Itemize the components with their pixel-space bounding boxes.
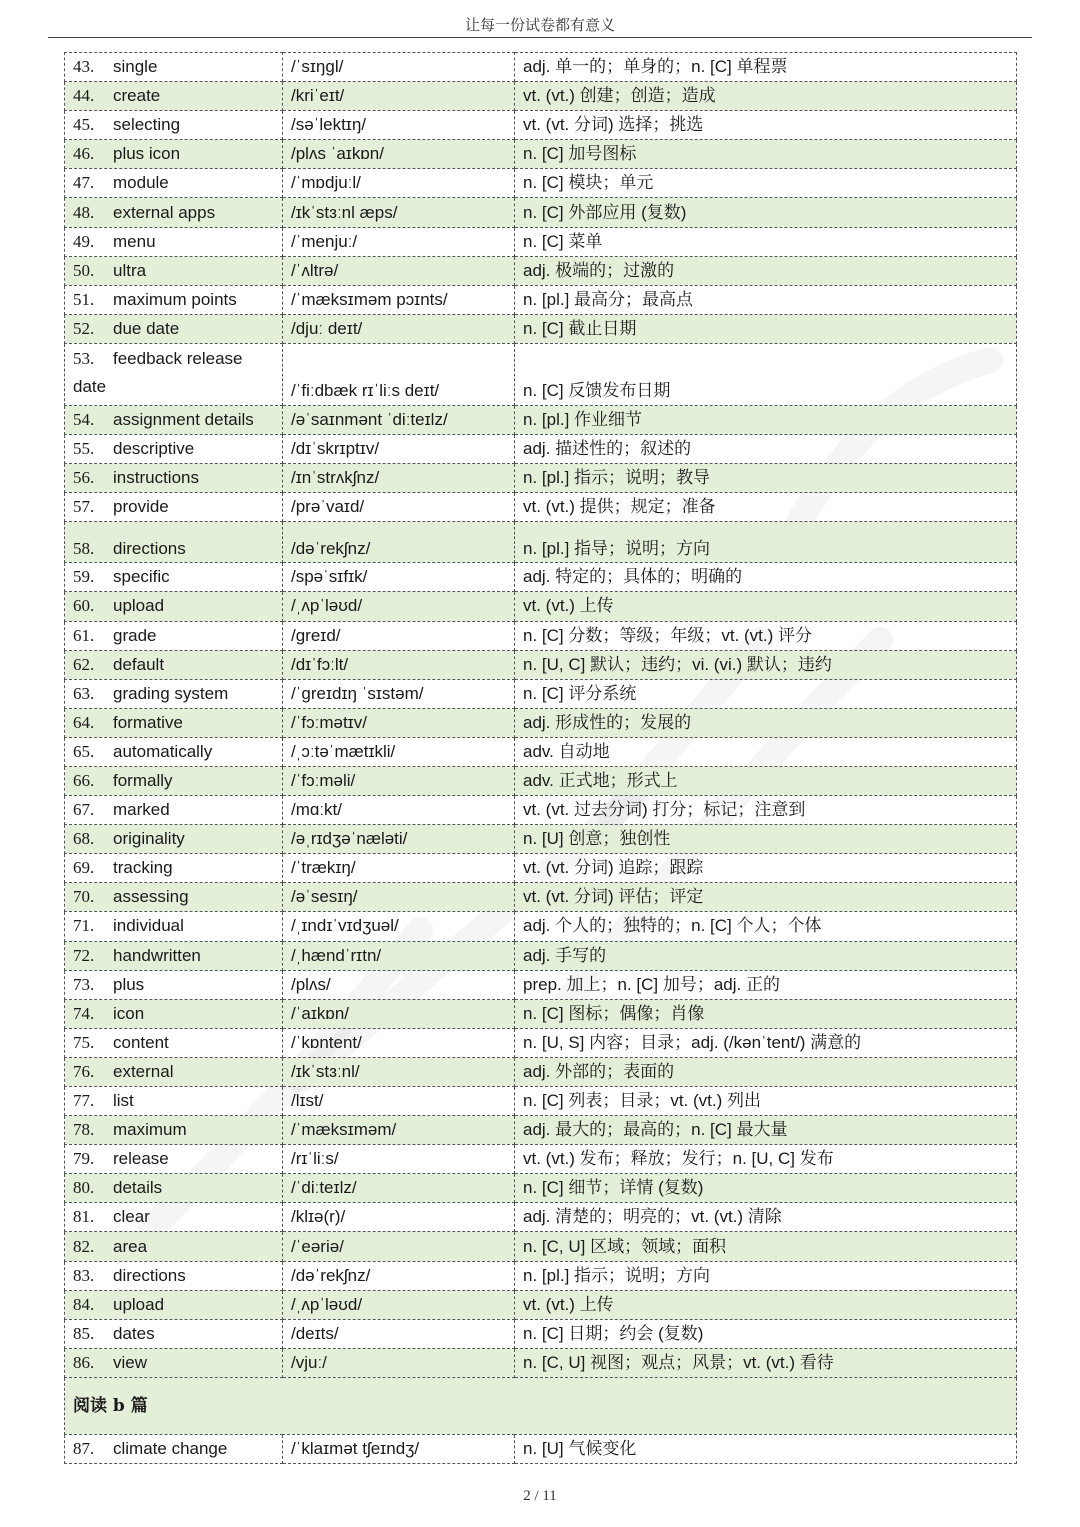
definition-cell: n. [C] 菜单: [515, 227, 1017, 256]
word-cell: [65, 405, 283, 434]
definition-cell: vt. (vt.) 提供；规定；准备: [515, 493, 1017, 522]
entry-number: 53.: [73, 348, 95, 368]
word-cell: [65, 493, 283, 522]
entry-word: icon: [113, 1003, 145, 1023]
entry-number: 51.: [73, 289, 95, 309]
definition-cell: vt. (vt.) 上传: [515, 1290, 1017, 1319]
entry-word: plus icon: [113, 144, 181, 164]
definition-cell: n. [C] 反馈发布日期: [515, 343, 1017, 405]
entry-word: upload: [113, 596, 165, 616]
phonetic-cell: /ˈtrækɪŋ/: [283, 854, 515, 883]
phonetic-cell: /ˈeəriə/: [283, 1232, 515, 1261]
table-row: [65, 1261, 1017, 1290]
phonetic-cell: /spəˈsɪfɪk/: [283, 563, 515, 592]
definition-cell: n. [C] 外部应用 (复数): [515, 198, 1017, 227]
phonetic-cell: /əˈsaɪnmənt ˈdiːteɪlz/: [283, 405, 515, 434]
phonetic-cell: /dəˈrekʃnz/: [283, 522, 515, 563]
word-cell: [65, 737, 283, 766]
word-cell: [65, 1290, 283, 1319]
phonetic-cell: /ˌʌpˈləʊd/: [283, 1290, 515, 1319]
table-row: [65, 82, 1017, 111]
entry-number: 74.: [73, 1003, 95, 1023]
entry-word: maximum: [113, 1120, 187, 1140]
definition-cell: vt. (vt. 分词) 选择；挑选: [515, 111, 1017, 140]
entry-word: area: [113, 1236, 148, 1256]
definition-cell: vt. (vt.) 上传: [515, 592, 1017, 621]
definition-cell: n. [U] 创意；独创性: [515, 825, 1017, 854]
phonetic-cell: /dəˈrekʃnz/: [283, 1261, 515, 1290]
table-row: [65, 621, 1017, 650]
phonetic-cell: /ˈmæksɪməm pɔɪnts/: [283, 285, 515, 314]
word-cell: [65, 766, 283, 795]
word-cell: [65, 464, 283, 493]
table-row: [65, 493, 1017, 522]
phonetic-cell: /ˈgreɪdɪŋ ˈsɪstəm/: [283, 679, 515, 708]
definition-cell: adj. 单一的；单身的；n. [C] 单程票: [515, 53, 1017, 82]
definition-cell: vt. (vt. 过去分词) 打分；标记；注意到: [515, 796, 1017, 825]
table-row: [65, 999, 1017, 1028]
word-cell: [65, 1028, 283, 1057]
entry-number: 72.: [73, 945, 95, 965]
table-row: [65, 679, 1017, 708]
word-cell: [65, 970, 283, 999]
entry-number: 64.: [73, 712, 95, 732]
definition-cell: n. [pl.] 指示；说明；方向: [515, 1261, 1017, 1290]
word-cell: [65, 1434, 283, 1463]
table-row: [65, 796, 1017, 825]
word-cell: [65, 1174, 283, 1203]
definition-cell: n. [C] 分数；等级；年级；vt. (vt.) 评分: [515, 621, 1017, 650]
entry-number: 61.: [73, 625, 95, 645]
table-row: [65, 343, 1017, 405]
word-cell: [65, 1116, 283, 1145]
phonetic-cell: /kriˈeɪt/: [283, 82, 515, 111]
phonetic-cell: /plʌs ˈaɪkɒn/: [283, 140, 515, 169]
word-cell: [65, 140, 283, 169]
definition-cell: adj. 特定的；具体的；明确的: [515, 563, 1017, 592]
table-row: [65, 314, 1017, 343]
word-cell: [65, 563, 283, 592]
word-cell: [65, 796, 283, 825]
table-row: [65, 1028, 1017, 1057]
phonetic-cell: /greɪd/: [283, 621, 515, 650]
entry-word: list: [113, 1091, 134, 1111]
definition-cell: adj. 外部的；表面的: [515, 1057, 1017, 1086]
table-row: [65, 1290, 1017, 1319]
phonetic-cell: /deɪts/: [283, 1319, 515, 1348]
table-row: [65, 435, 1017, 464]
phonetic-cell: /səˈlektɪŋ/: [283, 111, 515, 140]
phonetic-cell: /rɪˈliːs/: [283, 1145, 515, 1174]
entry-word: formative: [113, 712, 183, 732]
word-cell: [65, 941, 283, 970]
table-row: [65, 766, 1017, 795]
entry-word: directions: [113, 1265, 186, 1285]
vocabulary-table-body: [65, 53, 1017, 1464]
table-row: [65, 912, 1017, 941]
word-cell: [65, 854, 283, 883]
entry-number: 77.: [73, 1091, 95, 1111]
entry-word: view: [113, 1352, 148, 1372]
entry-number: 45.: [73, 115, 95, 135]
entry-word: climate change: [113, 1438, 228, 1458]
phonetic-cell: /dɪˈskrɪptɪv/: [283, 435, 515, 464]
entry-word: maximum points: [113, 289, 237, 309]
table-row: [65, 970, 1017, 999]
word-cell: [65, 1261, 283, 1290]
table-row: [65, 522, 1017, 563]
entry-word: selecting: [113, 115, 181, 135]
table-row: [65, 883, 1017, 912]
entry-number: 87.: [73, 1438, 95, 1458]
definition-cell: n. [U, C] 默认；违约；vi. (vi.) 默认；违约: [515, 650, 1017, 679]
entry-number: 81.: [73, 1207, 95, 1227]
entry-word: module: [113, 173, 169, 193]
definition-cell: n. [C, U] 区域；领域；面积: [515, 1232, 1017, 1261]
word-cell: [65, 1232, 283, 1261]
table-row: [65, 227, 1017, 256]
entry-word: due date: [113, 318, 180, 338]
word-cell: [65, 650, 283, 679]
entry-number: 56.: [73, 468, 95, 488]
word-cell: [65, 522, 283, 563]
entry-number: 55.: [73, 439, 95, 459]
entry-word: provide: [113, 497, 169, 517]
definition-cell: vt. (vt. 分词) 评估；评定: [515, 883, 1017, 912]
entry-number: 48.: [73, 202, 95, 222]
definition-cell: n. [C] 模块；单元: [515, 169, 1017, 198]
table-row: [65, 256, 1017, 285]
entry-word: create: [113, 86, 161, 106]
definition-cell: adv. 正式地；形式上: [515, 766, 1017, 795]
entry-number: 68.: [73, 829, 95, 849]
word-cell: [65, 912, 283, 941]
entry-number: 58.: [73, 539, 95, 559]
definition-cell: adj. 极端的；过激的: [515, 256, 1017, 285]
definition-cell: n. [C] 日期；约会 (复数): [515, 1319, 1017, 1348]
phonetic-cell: /djuː deɪt/: [283, 314, 515, 343]
entry-number: 60.: [73, 596, 95, 616]
entry-number: 82.: [73, 1236, 95, 1256]
phonetic-cell: /ɪkˈstɜːnl æps/: [283, 198, 515, 227]
definition-cell: n. [C] 截止日期: [515, 314, 1017, 343]
entry-word: external: [113, 1061, 174, 1081]
definition-cell: n. [U] 气候变化: [515, 1434, 1017, 1463]
definition-cell: n. [C] 细节；详情 (复数): [515, 1174, 1017, 1203]
entry-number: 59.: [73, 567, 95, 587]
entry-word: tracking: [113, 858, 173, 878]
entry-number: 83.: [73, 1265, 95, 1285]
phonetic-cell: /ˈkɒntent/: [283, 1028, 515, 1057]
phonetic-cell: /lɪst/: [283, 1087, 515, 1116]
word-cell: [65, 1203, 283, 1232]
entry-number: 80.: [73, 1178, 95, 1198]
definition-cell: prep. 加上；n. [C] 加号；adj. 正的: [515, 970, 1017, 999]
entry-word: marked: [113, 800, 170, 820]
phonetic-cell: /klɪə(r)/: [283, 1203, 515, 1232]
definition-cell: n. [C] 评分系统: [515, 679, 1017, 708]
entry-number: 46.: [73, 144, 95, 164]
definition-cell: vt. (vt.) 创建；创造；造成: [515, 82, 1017, 111]
entry-number: 65.: [73, 741, 95, 761]
table-row: [65, 825, 1017, 854]
entry-number: 54.: [73, 409, 95, 429]
table-row: [65, 464, 1017, 493]
entry-number: 63.: [73, 683, 95, 703]
entry-number: 73.: [73, 974, 95, 994]
phonetic-cell: /ˈfiːdbæk rɪˈliːs deɪt/: [283, 343, 515, 405]
table-row: [65, 169, 1017, 198]
phonetic-cell: /əˌrɪdʒəˈnæləti/: [283, 825, 515, 854]
table-row: [65, 53, 1017, 82]
definition-cell: n. [C, U] 视图；观点；风景；vt. (vt.) 看待: [515, 1348, 1017, 1377]
entry-word: instructions: [113, 468, 199, 488]
entry-word: descriptive: [113, 439, 195, 459]
table-row: [65, 1203, 1017, 1232]
entry-word: grading system: [113, 683, 229, 703]
definition-cell: adj. 描述性的；叙述的: [515, 435, 1017, 464]
definition-cell: n. [C] 列表；目录；vt. (vt.) 列出: [515, 1087, 1017, 1116]
entry-word: menu: [113, 231, 156, 251]
definition-cell: adv. 自动地: [515, 737, 1017, 766]
entry-number: 86.: [73, 1352, 95, 1372]
word-cell: [65, 1348, 283, 1377]
table-row: [65, 854, 1017, 883]
entry-number: 66.: [73, 771, 95, 791]
phonetic-cell: /ˈʌltrə/: [283, 256, 515, 285]
phonetic-cell: /ˈmæksɪməm/: [283, 1116, 515, 1145]
table-row: [65, 140, 1017, 169]
table-row: [65, 1174, 1017, 1203]
entry-word: clear: [113, 1207, 150, 1227]
phonetic-cell: /ˈklaɪmət tʃeɪndʒ/: [283, 1434, 515, 1463]
entry-word: single: [113, 57, 158, 77]
entry-word: external apps: [113, 202, 216, 222]
definition-cell: vt. (vt. 分词) 追踪；跟踪: [515, 854, 1017, 883]
entry-number: 44.: [73, 86, 95, 106]
entry-number: 62.: [73, 654, 95, 674]
word-cell: [65, 111, 283, 140]
entry-number: 52.: [73, 318, 95, 338]
word-cell: [65, 1319, 283, 1348]
phonetic-cell: /ˈfɔːmətɪv/: [283, 708, 515, 737]
table-row: [65, 405, 1017, 434]
word-cell: [65, 314, 283, 343]
entry-number: 76.: [73, 1061, 95, 1081]
word-cell: [65, 53, 283, 82]
table-row: [65, 1232, 1017, 1261]
phonetic-cell: /ˈmɒdjuːl/: [283, 169, 515, 198]
definition-cell: n. [C] 加号图标: [515, 140, 1017, 169]
entry-word: release: [113, 1149, 169, 1169]
entry-number: 78.: [73, 1120, 95, 1140]
definition-cell: adj. 最大的；最高的；n. [C] 最大量: [515, 1116, 1017, 1145]
word-cell: [65, 1087, 283, 1116]
entry-number: 75.: [73, 1032, 95, 1052]
entry-word: default: [113, 654, 165, 674]
section-row: [65, 1377, 1017, 1434]
entry-word: assignment details: [113, 409, 254, 429]
definition-cell: adj. 手写的: [515, 941, 1017, 970]
phonetic-cell: /ˌɔːtəˈmætɪkli/: [283, 737, 515, 766]
phonetic-cell: /ɪkˈstɜːnl/: [283, 1057, 515, 1086]
definition-cell: adj. 清楚的；明亮的；vt. (vt.) 清除: [515, 1203, 1017, 1232]
entry-word: grade: [113, 625, 157, 645]
definition-cell: n. [pl.] 作业细节: [515, 405, 1017, 434]
header-divider: [48, 37, 1032, 38]
entry-number: 69.: [73, 858, 95, 878]
entry-number: 85.: [73, 1323, 95, 1343]
phonetic-cell: /vjuː/: [283, 1348, 515, 1377]
phonetic-cell: /ˌhændˈrɪtn/: [283, 941, 515, 970]
page-header-title: 让每一份试卷都有意义: [464, 16, 615, 34]
word-cell: [65, 883, 283, 912]
table-row: [65, 650, 1017, 679]
entry-number: 70.: [73, 887, 95, 907]
definition-cell: n. [C] 图标；偶像；肖像: [515, 999, 1017, 1028]
word-cell: [65, 825, 283, 854]
phonetic-cell: /ˌɪndɪˈvɪdʒuəl/: [283, 912, 515, 941]
entry-number: 49.: [73, 231, 95, 251]
table-row: [65, 111, 1017, 140]
table-row: [65, 941, 1017, 970]
entry-word: content: [113, 1032, 169, 1052]
phonetic-cell: /ɪnˈstrʌkʃnz/: [283, 464, 515, 493]
entry-number: 79.: [73, 1149, 95, 1169]
table-row: [65, 285, 1017, 314]
table-row: [65, 737, 1017, 766]
entry-word: directions: [113, 539, 186, 559]
table-row: [65, 592, 1017, 621]
entry-word: plus: [113, 974, 145, 994]
word-cell: [65, 592, 283, 621]
table-row: [65, 1319, 1017, 1348]
table-row: [65, 1057, 1017, 1086]
definition-cell: n. [U, S] 内容；目录；adj. (/kənˈtent/) 满意的: [515, 1028, 1017, 1057]
phonetic-cell: /ˌʌpˈləʊd/: [283, 592, 515, 621]
table-row: [65, 1348, 1017, 1377]
word-cell: [65, 169, 283, 198]
definition-cell: n. [pl.] 最高分；最高点: [515, 285, 1017, 314]
word-cell: [65, 256, 283, 285]
entry-number: 47.: [73, 173, 95, 193]
table-row: [65, 563, 1017, 592]
definition-cell: n. [pl.] 指示；说明；教导: [515, 464, 1017, 493]
phonetic-cell: /ˈdiːteɪlz/: [283, 1174, 515, 1203]
page-number: 2 / 11: [523, 1488, 557, 1504]
entry-word: ultra: [113, 260, 147, 280]
section-title: 阅读 b 篇: [65, 1377, 1017, 1434]
table-row: [65, 1434, 1017, 1463]
entry-number: 67.: [73, 800, 95, 820]
word-cell: [65, 82, 283, 111]
word-cell: [65, 1145, 283, 1174]
definition-cell: adj. 形成性的；发展的: [515, 708, 1017, 737]
word-cell: [65, 343, 283, 405]
table-row: [65, 1145, 1017, 1174]
entry-number: 71.: [73, 916, 95, 936]
table-row: [65, 1116, 1017, 1145]
word-cell: [65, 435, 283, 464]
word-cell: [65, 198, 283, 227]
entry-word: specific: [113, 567, 170, 587]
table-row: [65, 708, 1017, 737]
word-cell: [65, 708, 283, 737]
entry-word: upload: [113, 1294, 165, 1314]
entry-word: automatically: [113, 741, 213, 761]
phonetic-cell: /ˈsɪŋgl/: [283, 53, 515, 82]
definition-cell: adj. 个人的；独特的；n. [C] 个人；个体: [515, 912, 1017, 941]
phonetic-cell: /ˈmenjuː/: [283, 227, 515, 256]
entry-word: formally: [113, 771, 173, 791]
word-cell: [65, 999, 283, 1028]
word-cell: [65, 285, 283, 314]
word-cell: [65, 227, 283, 256]
word-cell: [65, 621, 283, 650]
phonetic-cell: /mɑːkt/: [283, 796, 515, 825]
definition-cell: n. [pl.] 指导；说明；方向: [515, 522, 1017, 563]
entry-word: dates: [113, 1323, 155, 1343]
phonetic-cell: /plʌs/: [283, 970, 515, 999]
entry-word: individual: [113, 916, 184, 936]
entry-number: 43.: [73, 57, 95, 77]
entry-number: 84.: [73, 1294, 95, 1314]
entry-word: assessing: [113, 887, 189, 907]
word-cell: [65, 679, 283, 708]
entry-number: 57.: [73, 497, 95, 517]
table-row: [65, 1087, 1017, 1116]
entry-word: feedback release date: [73, 348, 243, 396]
phonetic-cell: /ˈaɪkɒn/: [283, 999, 515, 1028]
phonetic-cell: /ˈfɔːməli/: [283, 766, 515, 795]
entry-word: details: [113, 1178, 163, 1198]
phonetic-cell: /əˈsesɪŋ/: [283, 883, 515, 912]
table-row: [65, 198, 1017, 227]
entry-word: originality: [113, 829, 185, 849]
entry-number: 50.: [73, 260, 95, 280]
entry-word: handwritten: [113, 945, 201, 965]
phonetic-cell: /prəˈvaɪd/: [283, 493, 515, 522]
phonetic-cell: /dɪˈfɔːlt/: [283, 650, 515, 679]
definition-cell: vt. (vt.) 发布；释放；发行；n. [U, C] 发布: [515, 1145, 1017, 1174]
vocabulary-table: [64, 52, 1017, 1464]
word-cell: [65, 1057, 283, 1086]
